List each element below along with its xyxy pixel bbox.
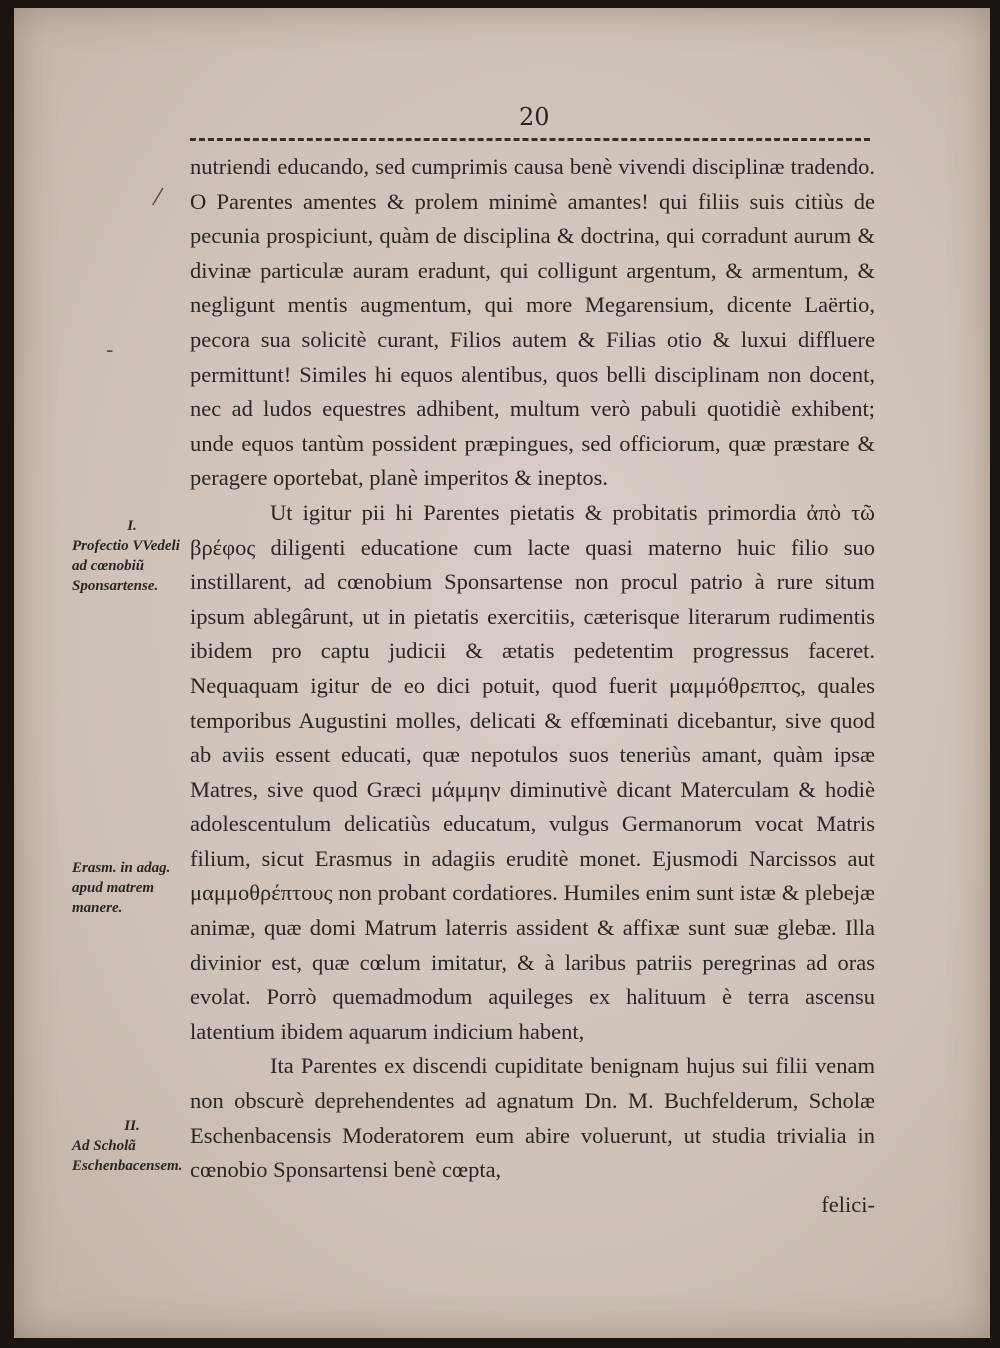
margin-note-1 — [72, 516, 192, 596]
margin-note-text: Erasm. in adag. apud matrem manere. — [72, 860, 171, 916]
margin-note-number: I. — [127, 518, 137, 534]
margin-tick-mark: ⁄ — [156, 186, 160, 211]
margin-note-text: Ad Scholã Eschenbacensem. — [72, 1138, 183, 1174]
paragraph-1: nutriendi educando, sed cumprimis causa benè vivendi disciplinæ tradendo. O Parentes amentes & prolem minimè amantes! qui filiis suis citiùs de pecunia prospiciunt, quàm de disciplina & doctrina, qui corradunt aurum & divinæ particulæ auram eradunt, qui colligunt argentum, & armentum, & negligunt mentis augmentum, qui more Megarensium, dicente Laërtio, pecora sua solicitè curant, Filios autem & Filias otio & luxui diffluere permittunt! Similes hi equos alentibus, quos belli disciplinam non docent, nec ad ludos equestres adhibent, multum verò pabuli quotidiè exhibent; unde equos tantùm possident præpingues, sed officiorum, quæ præstare & peragere oportebat, planè imperitos & ineptos. — [190, 154, 875, 491]
body-text — [190, 150, 875, 1222]
header-rule — [190, 138, 870, 141]
page-number: 20 — [519, 103, 550, 131]
margin-note-2 — [72, 858, 192, 918]
margin-dash-mark: - — [106, 338, 114, 363]
book-page — [14, 8, 990, 1338]
paragraph-3: Ita Parentes ex discendi cupiditate benignam hujus sui filii venam non obscurè deprehendentes ad agnatum Dn. M. Buchfelderum, Scholæ Eschenbacensis Moderatorem eum abire voluerunt, ut studia trivialia in cœnobio Sponsartensi benè cœpta, — [190, 1053, 875, 1183]
catchword: felici- — [821, 1191, 875, 1217]
margin-note-text: Profectio VVedeli ad cœnobiũ Sponsartense. — [72, 538, 180, 594]
paragraph-2: Ut igitur pii hi Parentes pietatis & probitatis primordia ἀπὸ τῶ βρέφος diligenti educatione cum lacte quasi materno huic filio suo instillarent, ad cœnobium Sponsartense non procul patrio à rure situm ipsum ablegârunt, ut in pietatis exercitiis, cæterisque literarum rudimentis ibidem pro captu judicii & ætatis pedetentim progressus faceret. Nequaquam igitur de eo dici potuit, quod fuerit μαμμόθρεπτος, quales temporibus Augustini molles, delicati & effœminati dicebantur, sive quod ab aviis essent educati, quæ nepotulos suos teneriùs amant, quàm ipsæ Matres, sive quod Græci μάμμην diminutivè dicant Materculam & hodiè adolescentulum delicatiùs educatum, vulgus Germanorum vocat Matris filium, sicut Erasmus in adagiis eruditè monet. Ejusmodi Narcissos aut μαμμοθρέπτους non probant cordatiores. Humiles enim sunt istæ & plebejæ animæ, quæ domi Matrum laterris assident & affixæ sunt suæ glebæ. Illa divinior est, quæ cœlum imitatur, & à laribus patriis peregrinas ad oras evolat. Porrò quemadmodum aquileges ex halituum è terra ascensu latentium ibidem aquarum indicium habent, — [190, 499, 875, 1044]
margin-note-number: II. — [124, 1118, 140, 1134]
margin-note-3 — [72, 1116, 192, 1176]
